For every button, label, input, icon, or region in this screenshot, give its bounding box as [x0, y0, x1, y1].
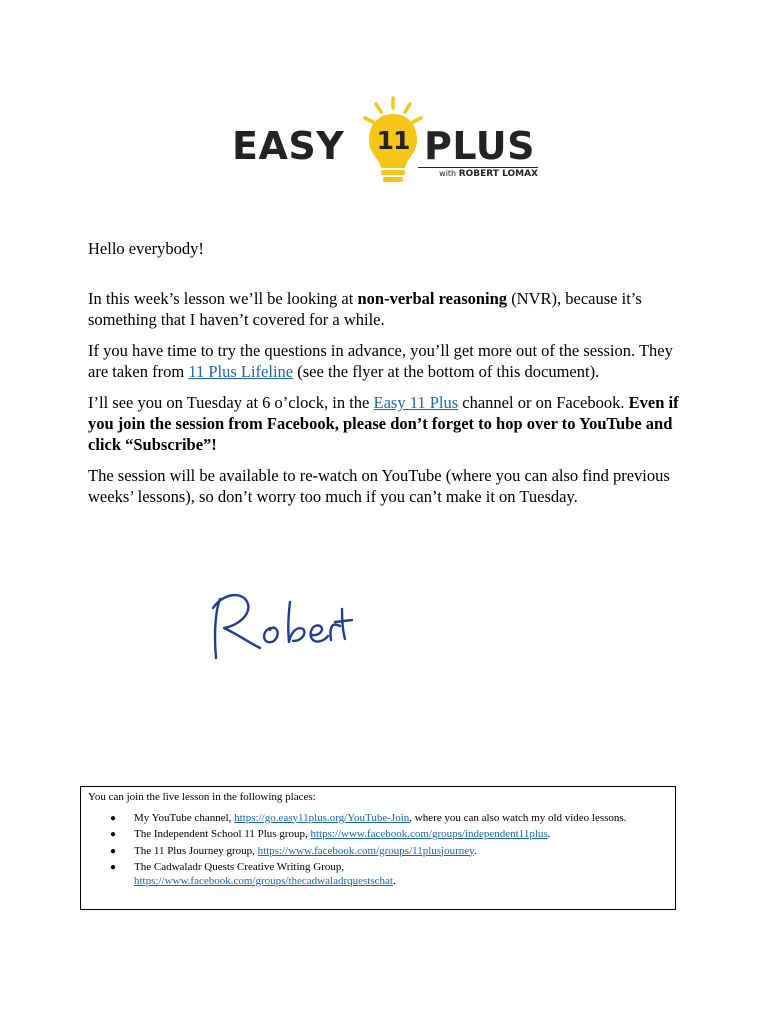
logo-with-label: with [439, 169, 457, 178]
bullet-icon: ● [110, 829, 117, 840]
p1-bold-topic: non-verbal reasoning [357, 289, 508, 308]
logo-tagline [418, 167, 538, 180]
logo-number: 11 [376, 126, 410, 155]
lightbulb-icon [362, 96, 424, 188]
join-locations-box [80, 786, 676, 910]
bullet-icon: ● [110, 862, 117, 873]
bullet-icon: ● [110, 812, 117, 824]
item-text-after: . [473, 844, 477, 857]
p2-text-after: (see the flyer at the bottom of this document). [293, 362, 600, 381]
easy-11-plus-logo [232, 96, 542, 188]
independent11plus-link[interactable]: https://www.facebook.com/groups/independent11plus [310, 828, 548, 840]
greeting: Hello everybody! [88, 239, 204, 258]
paragraph-lesson-topic [88, 288, 688, 330]
youtube-join-link[interactable]: https://go.easy11plus.org/YouTube-Join [234, 811, 410, 824]
paragraph-session-time [88, 392, 688, 455]
item-text-before: The Independent School 11 Plus group, [134, 828, 311, 840]
paragraph-advance-questions [88, 340, 688, 382]
cadwaladrquests-link[interactable]: https://www.facebook.com/groups/thecadwaladrquestschat [134, 874, 393, 887]
p1-text-before: In this week’s lesson we’ll be looking at [88, 289, 358, 308]
logo-author-name: ROBERT LOMAX [458, 169, 538, 179]
p2-text-before: If you have time to try the questions in advance, you’ll get more out of the session. They are taken from [88, 341, 673, 381]
lifeline-link[interactable]: 11 Plus Lifeline [188, 362, 294, 381]
list-item-independent-group [88, 828, 668, 842]
11plusjourney-link[interactable]: https://www.facebook.com/groups/11plusjourney [257, 844, 474, 857]
signature-robert [204, 584, 354, 668]
p3-text-before: I’ll see you on Tuesday at 6 o’clock, in the [88, 393, 374, 412]
item-text-before: The Cadwaladr Quests Creative Writing Group, [134, 861, 345, 873]
item-text-after: , where you can also watch my old video lessons. [409, 811, 627, 824]
p3-subscribe-reminder: Even if you join the session from Facebook, please don’t forget to hop over to YouTube and click “Subscribe”! [88, 393, 679, 454]
item-text-after: . [392, 874, 396, 887]
join-locations-list [88, 812, 668, 889]
item-text-after: . [547, 828, 551, 840]
paragraph-rewatch: The session will be available to re-watch on YouTube (where you can also find previous weeks’ lessons), so don’t worry too much if you can’t make it on Tuesday. [88, 466, 670, 506]
easy-11-plus-channel-link[interactable]: Easy 11 Plus [373, 393, 459, 412]
list-item-youtube [88, 812, 668, 826]
item-text-before: My YouTube channel, [134, 811, 235, 824]
item-text-before: The 11 Plus Journey group, [134, 844, 258, 857]
bullet-icon: ● [110, 845, 117, 857]
list-item-cadwaladr-group [88, 861, 668, 888]
p1-text-after: (NVR), because it’s something that I haven’t covered for a while. [88, 289, 642, 329]
p3-text-after: channel or on Facebook. [458, 393, 629, 412]
list-item-journey-group [88, 845, 668, 859]
join-intro: You can join the live lesson in the following places: [88, 791, 316, 803]
logo-word-easy: EASY [232, 124, 345, 168]
letter-body [88, 238, 688, 517]
logo-word-plus: PLUS [424, 124, 535, 168]
